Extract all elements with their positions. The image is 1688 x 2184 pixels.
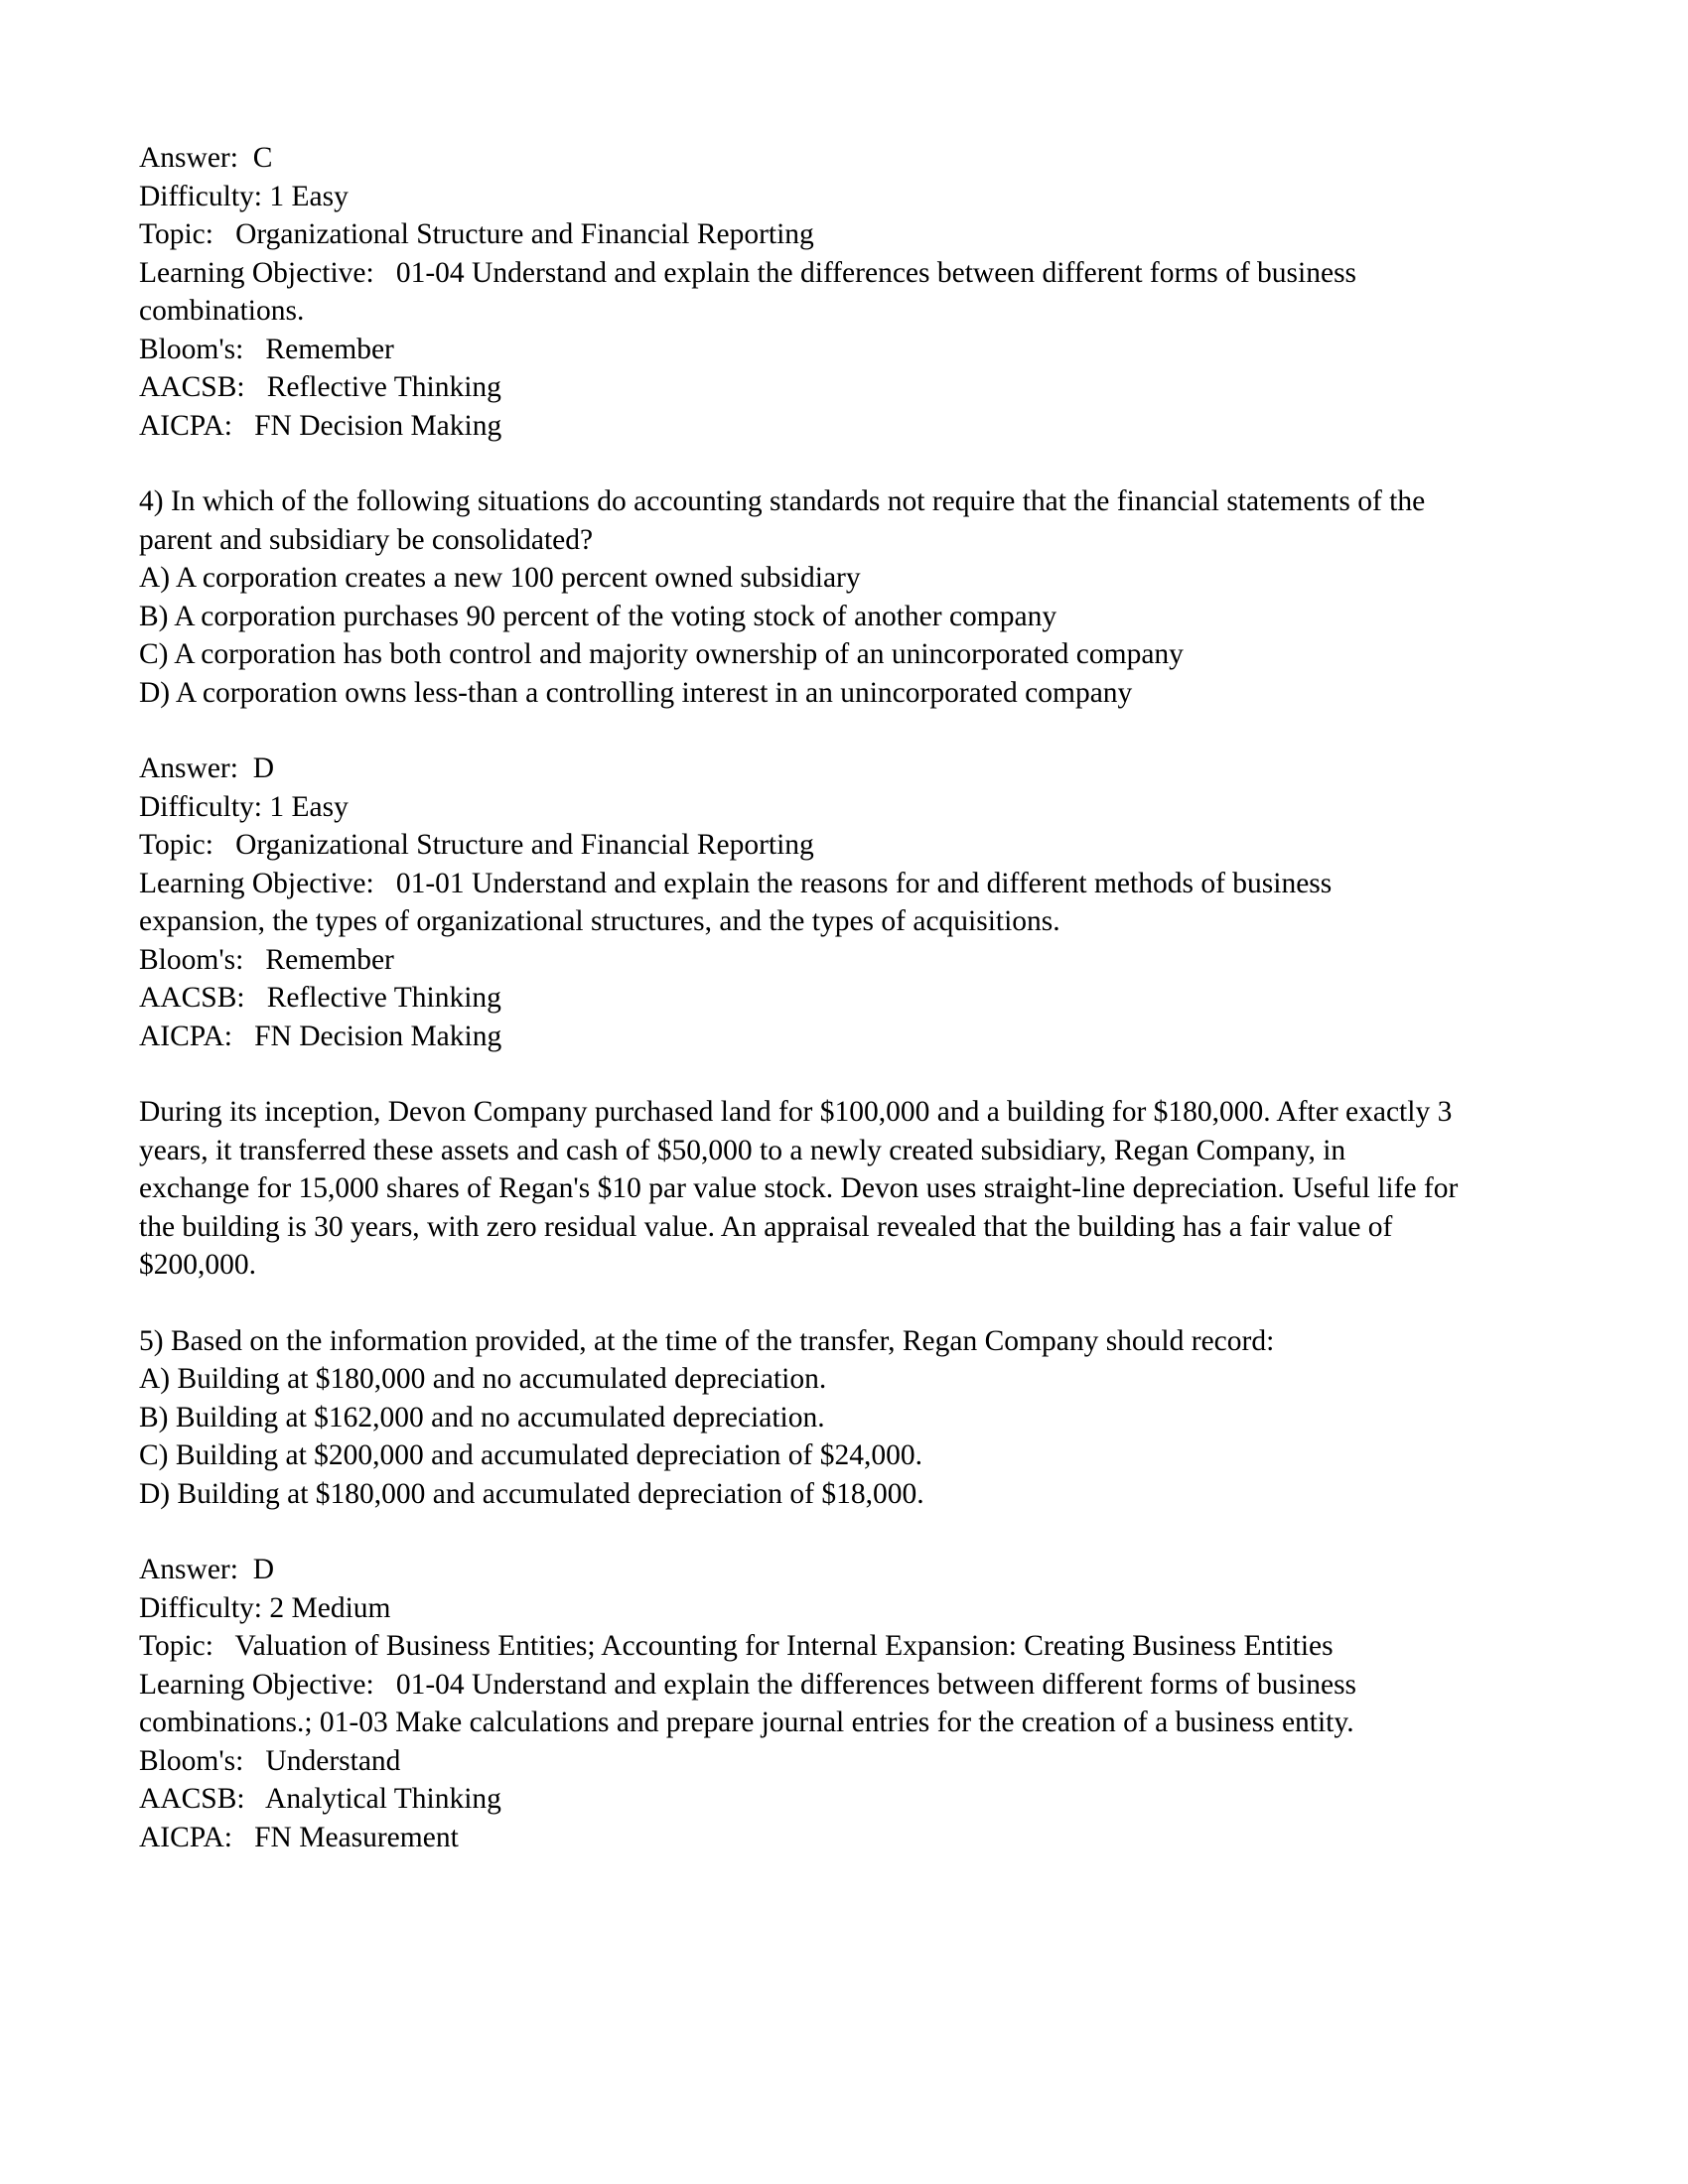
aacsb-line: AACSB: Reflective Thinking <box>139 371 501 403</box>
choice-d[interactable]: D) A corporation owns less-than a controlling interest in an unincorporated company <box>139 676 1133 709</box>
topic-line: Topic: Organizational Structure and Financial Reporting <box>139 218 814 250</box>
question-stem: 5) Based on the information provided, at the time of the transfer, Regan Company should record: <box>139 1324 1275 1357</box>
question-block <box>139 482 1460 712</box>
aicpa-line: AICPA: FN Measurement <box>139 1821 459 1853</box>
choice-d[interactable]: D) Building at $180,000 and accumulated depreciation of $18,000. <box>139 1477 924 1510</box>
topic-line: Topic: Organizational Structure and Financial Reporting <box>139 829 814 861</box>
scenario-block <box>139 1093 1460 1285</box>
learning-objective-line: Learning Objective: 01-04 Understand and explain the differences between different forms of business combinations.; 01-03 Make calculations and prepare journal entries for the creation of a business entity. <box>139 1668 1364 1738</box>
blooms-line: Bloom's: Remember <box>139 943 394 976</box>
answer-metadata-block <box>139 750 1460 1055</box>
aacsb-line: AACSB: Reflective Thinking <box>139 982 501 1014</box>
topic-line: Topic: Valuation of Business Entities; Accounting for Internal Expansion: Creating Business Entities <box>139 1630 1334 1662</box>
answer-line: Answer: D <box>139 1554 275 1585</box>
learning-objective-line: Learning Objective: 01-01 Understand and explain the reasons for and different methods of business expansion, the types of organizational structures, and the types of acquisitions. <box>139 867 1339 937</box>
difficulty-line: Difficulty: 2 Medium <box>139 1591 391 1624</box>
answer-metadata-block <box>139 1551 1460 1856</box>
answer-metadata-block <box>139 139 1460 445</box>
blooms-line: Bloom's: Remember <box>139 333 394 365</box>
aicpa-line: AICPA: FN Decision Making <box>139 409 502 442</box>
aicpa-line: AICPA: FN Decision Making <box>139 1020 502 1052</box>
choice-a[interactable]: A) A corporation creates a new 100 percent owned subsidiary <box>139 562 861 594</box>
choice-b[interactable]: B) A corporation purchases 90 percent of the voting stock of another company <box>139 600 1057 632</box>
answer-line: Answer: C <box>139 142 273 174</box>
scenario-text: During its inception, Devon Company purchased land for $100,000 and a building for $180,000. After exactly 3 years, it transferred these assets and cash of $50,000 to a newly created subsidiary, Regan Company, in exchange for 15,000 shares of Regan's $10 par value stock. Devon uses straight-line depreciation. Useful life for the building is 30 years, with zero residual value. An appraisal revealed that the building has a fair value of $200,000. <box>139 1096 1459 1281</box>
choice-c[interactable]: C) Building at $200,000 and accumulated depreciation of $24,000. <box>139 1439 922 1471</box>
question-stem: 4) In which of the following situations do accounting standards not require that the financial statements of the parent and subsidiary be consolidated? <box>139 485 1426 556</box>
choice-b[interactable]: B) Building at $162,000 and no accumulated depreciation. <box>139 1401 825 1433</box>
learning-objective-line: Learning Objective: 01-04 Understand and explain the differences between different forms of business combinations. <box>139 256 1364 327</box>
choice-a[interactable]: A) Building at $180,000 and no accumulated depreciation. <box>139 1363 827 1395</box>
difficulty-line: Difficulty: 1 Easy <box>139 180 349 212</box>
answer-line: Answer: D <box>139 752 275 784</box>
difficulty-line: Difficulty: 1 Easy <box>139 790 349 823</box>
page-content <box>139 139 1460 1856</box>
question-block <box>139 1322 1460 1514</box>
choice-c[interactable]: C) A corporation has both control and majority ownership of an unincorporated company <box>139 638 1184 670</box>
blooms-line: Bloom's: Understand <box>139 1744 401 1777</box>
aacsb-line: AACSB: Analytical Thinking <box>139 1783 501 1815</box>
